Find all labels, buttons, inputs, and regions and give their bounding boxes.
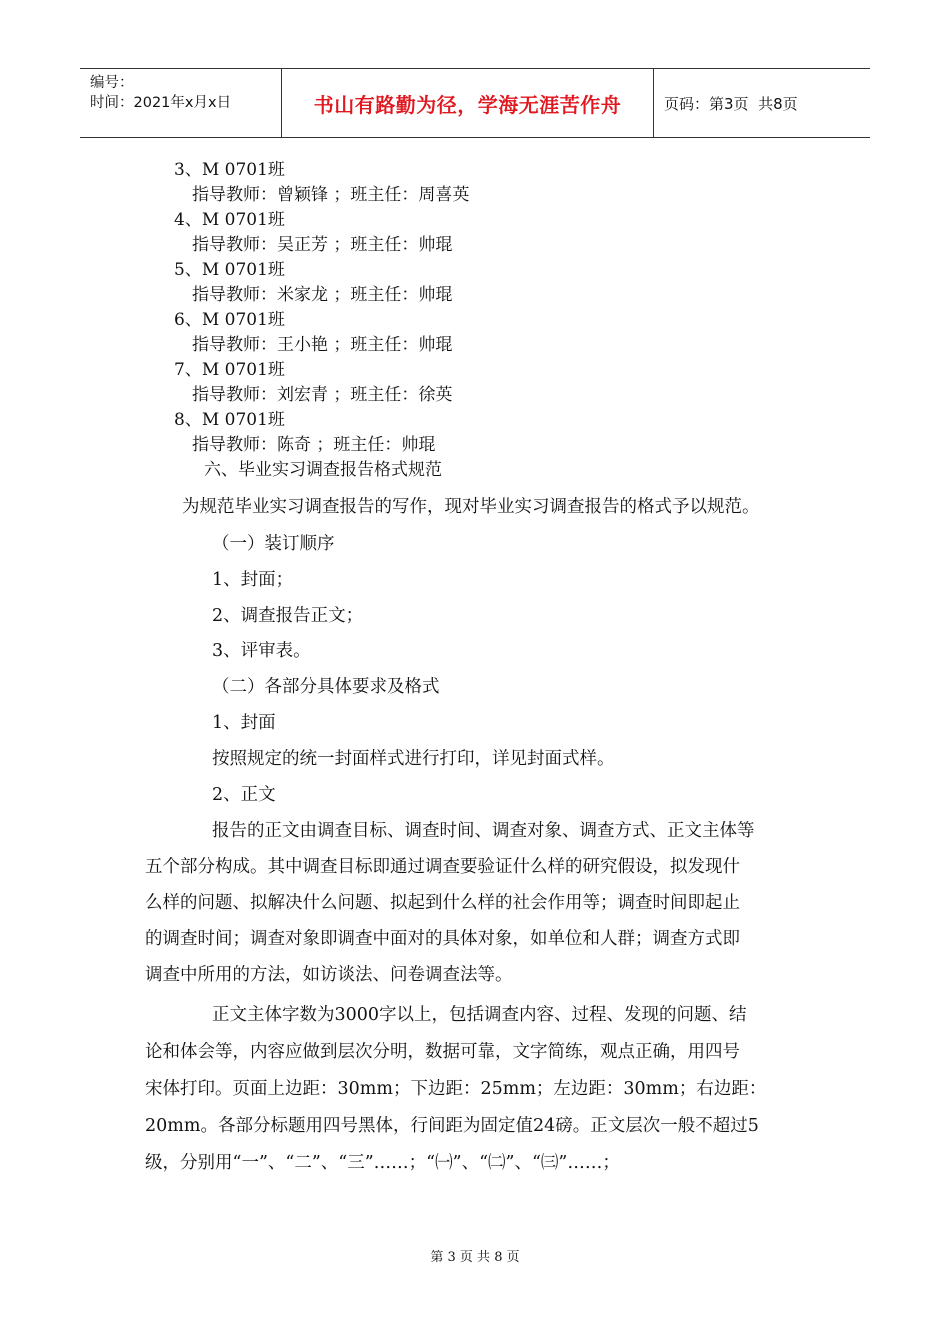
page-label: 页码：第3页 共8页 xyxy=(664,94,798,113)
body-paragraph-line: 报告的正文由调查目标、调查时间、调查对象、调查方式、正文主体等 xyxy=(212,821,755,841)
class-title: 4、M 0701班 xyxy=(174,210,285,230)
class-title: 8、M 0701班 xyxy=(174,410,285,430)
class-teacher: 指导教师：陈奇 ；班主任：帅琨 xyxy=(192,435,436,455)
list-item: 3、评审表。 xyxy=(212,641,311,661)
page-footer: 第 3 页 共 8 页 xyxy=(430,1250,520,1265)
header-left-cell xyxy=(80,69,282,137)
body-paragraph-line: 正文主体字数为3000字以上，包括调查内容、过程、发现的问题、结 xyxy=(212,1005,747,1025)
class-teacher: 指导教师：吴正芳 ；班主任：帅琨 xyxy=(192,235,453,255)
body-title: 2、正文 xyxy=(212,785,276,805)
body-paragraph-line: 的调查时间；调查对象即调查中面对的具体对象，如单位和人群；调查方式即 xyxy=(145,929,740,949)
date-label: 时间：2021年x月x日 xyxy=(90,95,232,111)
class-teacher: 指导教师：刘宏青 ；班主任：徐英 xyxy=(192,385,453,405)
class-teacher: 指导教师：米家龙 ；班主任：帅琨 xyxy=(192,285,453,305)
class-title: 5、M 0701班 xyxy=(174,260,285,280)
body-paragraph-line: 论和体会等，内容应做到层次分明，数据可靠，文字简练，观点正确，用四号 xyxy=(145,1042,740,1062)
section-heading: 六、毕业实习调查报告格式规范 xyxy=(204,460,442,480)
serial-label: 编号： xyxy=(90,75,134,91)
list-item: 1、封面； xyxy=(212,570,294,590)
header-right-cell xyxy=(654,69,870,137)
subheading-requirements: （二）各部分具体要求及格式 xyxy=(212,677,440,697)
class-title: 7、M 0701班 xyxy=(174,360,285,380)
body-paragraph-line: 五个部分构成。其中调查目标即通过调查要验证什么样的研究假设，拟发现什 xyxy=(145,857,740,877)
cover-title: 1、封面 xyxy=(212,713,276,733)
class-title: 6、M 0701班 xyxy=(174,310,285,330)
body-paragraph-line: 级，分别用“一”、“二”、“三”……；“㈠”、“㈡”、“㈢”……； xyxy=(145,1153,620,1173)
list-item: 2、调查报告正文； xyxy=(212,606,364,626)
body-paragraph-line: 调查中所用的方法，如访谈法、问卷调查法等。 xyxy=(145,965,513,985)
class-teacher: 指导教师：王小艳 ；班主任：帅琨 xyxy=(192,335,453,355)
section-intro: 为规范毕业实习调查报告的写作，现对毕业实习调查报告的格式予以规范。 xyxy=(182,497,760,517)
cover-text: 按照规定的统一封面样式进行打印，详见封面式样。 xyxy=(212,749,615,769)
body-paragraph-line: 20mm。各部分标题用四号黑体，行间距为固定值24磅。正文层次一般不超过5 xyxy=(145,1116,759,1136)
class-teacher: 指导教师：曾颖锋 ；班主任：周喜英 xyxy=(192,185,470,205)
subheading-binding-order: （一）装订顺序 xyxy=(212,534,335,554)
page-header xyxy=(80,68,870,138)
body-paragraph-line: 宋体打印。页面上边距：30mm；下边距：25mm；左边距：30mm；右边距： xyxy=(145,1079,767,1099)
body-paragraph-line: 么样的问题、拟解决什么问题、拟起到什么样的社会作用等；调查时间即起止 xyxy=(145,893,740,913)
header-motto: 书山有路勤为径，学海无涯苦作舟 xyxy=(282,69,654,137)
class-title: 3、M 0701班 xyxy=(174,160,285,180)
